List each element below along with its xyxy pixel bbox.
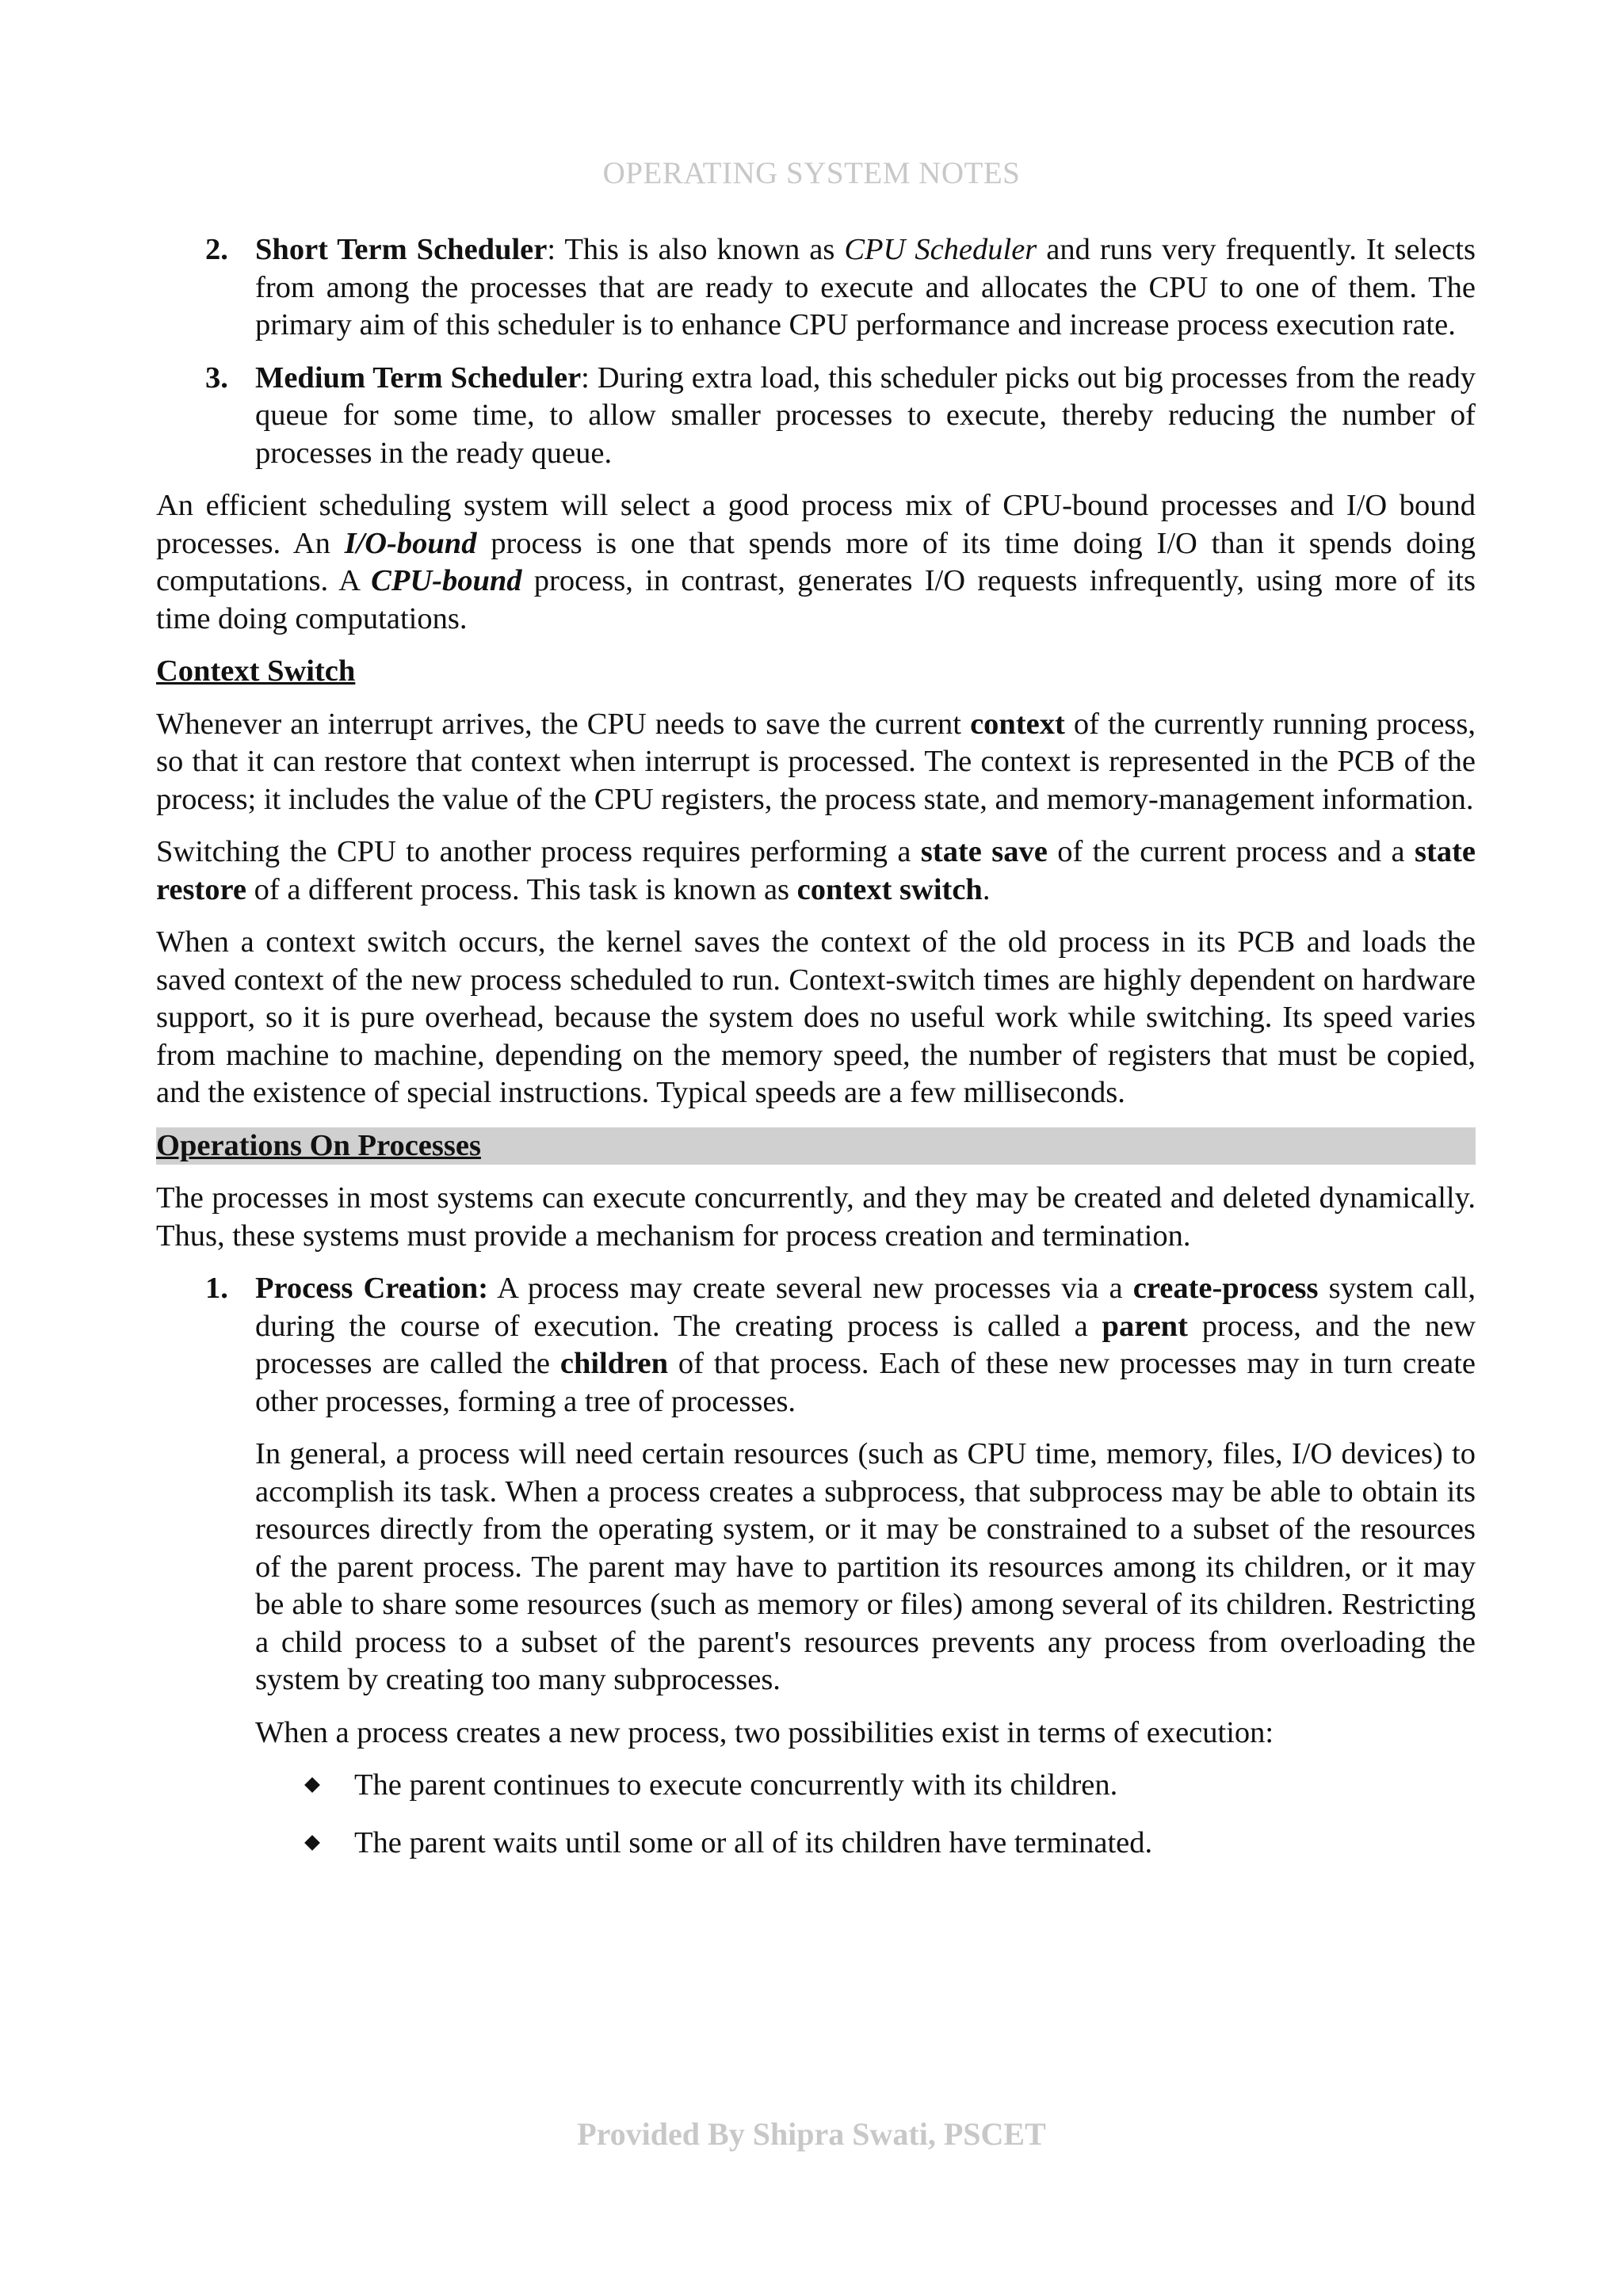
text-run: A process may create several new processes via a [488, 1272, 1133, 1305]
text-run: . [982, 872, 991, 906]
list-number: 1. [205, 1272, 228, 1305]
text-run: of the current process and a [1047, 835, 1415, 868]
bold-term: children [559, 1347, 669, 1380]
process-mix-paragraph [156, 487, 1476, 638]
text-run: : During extra load, this scheduler picks out big processes from the ready queue for some time, to allow smaller processes to execute, thereby reducing the number of processes in the ready queue. [255, 360, 1476, 470]
bold-term: state save [920, 835, 1048, 868]
diamond-bullet-icon [304, 1777, 320, 1793]
list-item-medium-term-scheduler [156, 360, 1476, 473]
list-item-short-term-scheduler [156, 231, 1476, 345]
section-heading-context-switch: Context Switch [156, 654, 356, 688]
term-alias: CPU Scheduler [844, 233, 1037, 266]
text-run: of that process. Each of these new processes may in turn create other processes, forming a tree of processes. [255, 1347, 1476, 1418]
text-run: of a different process. This task is known as [246, 872, 797, 906]
bold-term: context switch [796, 872, 983, 906]
text-run: An efficient scheduling system will select a good process mix of CPU-bound processes and I/O bound processes. An [156, 489, 1476, 560]
context-paragraph-3: When a context switch occurs, the kernel saves the context of the old process in its PCB and loads the saved context of the new process scheduled to run. Context-switch times are highly dependent on hardware support, so it is pure overhead, because the system does no useful work while switching. Its speed varies from machine to machine, depending on the memory speed, the number of registers that must be copied, and the existence of special instructions. Typical speeds are a few milliseconds. [156, 925, 1476, 1109]
page-content [156, 231, 1476, 1882]
term: Process Creation: [255, 1272, 489, 1305]
term: Short Term Scheduler [255, 233, 548, 266]
item-text [255, 1270, 1476, 1421]
text-run: process, and the new processes are called the [255, 1309, 1476, 1380]
context-paragraph-2 [156, 833, 1476, 909]
text-run: Switching the CPU to another process requires performing a [156, 835, 921, 868]
page-footer: Provided By Shipra Swati, PSCET [577, 2116, 1046, 2152]
item-text [255, 360, 1476, 473]
item-text [255, 231, 1476, 345]
bullet-text: The parent waits until some or all of its children have terminated. [354, 1825, 1153, 1859]
text-run: system call, during the course of execution. The creating process is called a [255, 1272, 1476, 1343]
text-run: process is one that spends more of its time doing I/O than it spends doing computations. A [156, 526, 1476, 597]
context-paragraph-1 [156, 706, 1476, 819]
emphasis-term: I/O-bound [344, 526, 477, 560]
bold-term: context [970, 707, 1065, 741]
bullet-item [156, 1767, 1476, 1805]
bullet-item [156, 1825, 1476, 1863]
text-run: and runs very frequently. It selects from among the processes that are ready to execute and allocates the CPU to one of them. The primary aim of this scheduler is to enhance CPU performance and increase process execution rate. [255, 233, 1476, 341]
text-run: Whenever an interrupt arrives, the CPU needs to save the current [156, 707, 971, 741]
term: Medium Term Scheduler [255, 360, 582, 395]
operations-paragraph: The processes in most systems can execute concurrently, and they may be created and deleted dynamically. Thus, these systems must provide a mechanism for process creation and termination. [156, 1181, 1476, 1253]
diamond-bullet-icon [304, 1835, 320, 1851]
text-run: process, in contrast, generates I/O requests infrequently, using more of its time doing computations. [156, 564, 1476, 635]
page-header: OPERATING SYSTEM NOTES [602, 156, 1021, 190]
bullet-text: The parent continues to execute concurrently with its children. [354, 1768, 1118, 1802]
bold-term: state restore [156, 835, 1476, 906]
list-number: 3. [205, 360, 228, 395]
emphasis-term: CPU-bound [371, 564, 522, 597]
text-run: of the currently running process, so that it can restore that context when interrupt is processed. The context is represented in the PCB of the process; it includes the value of the CPU registers, the process state, and memory-management information. [156, 707, 1476, 816]
bold-term: create-process [1132, 1272, 1319, 1305]
section-heading-operations: Operations On Processes [156, 1127, 1476, 1165]
text-run: : This is also known as [547, 233, 845, 266]
creation-resources-paragraph: In general, a process will need certain resources (such as CPU time, memory, files, I/O devices) to accomplish its task. When a process creates a subprocess, that subprocess may be able to obtain its resources directly from the operating system, or it may be constrained to a subset of the resources of the parent process. The parent may have to partition its resources among its children, or it may be able to share some resources (such as memory or files) among several of its children. Restricting a child process to a subset of the parent's resources prevents any process from overloading the system by creating too many subprocesses. [255, 1437, 1476, 1696]
bold-term: parent [1102, 1309, 1188, 1343]
list-number: 2. [205, 233, 228, 266]
creation-execution-paragraph: When a process creates a new process, two possibilities exist in terms of execution: [255, 1715, 1274, 1749]
list-item-process-creation [156, 1270, 1476, 1752]
